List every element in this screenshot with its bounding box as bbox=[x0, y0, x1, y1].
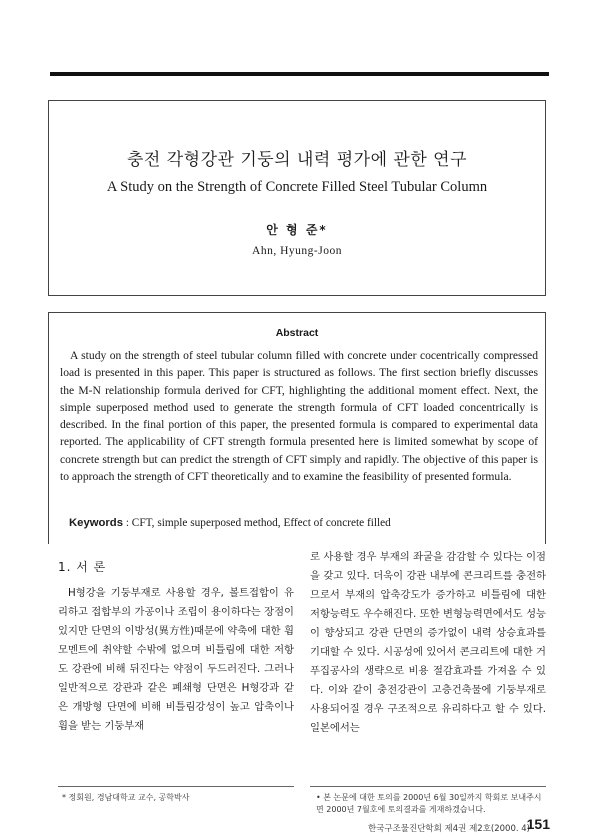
footnote-divider-right bbox=[310, 786, 546, 787]
keywords-label: Keywords bbox=[69, 517, 123, 529]
paper-title-english: A Study on the Strength of Concrete Filled Steel Tubular Column bbox=[106, 179, 488, 195]
title-box bbox=[48, 100, 546, 296]
footnote-author: * 정회원, 경남대학교 교수, 공학박사 bbox=[62, 793, 190, 802]
page-number: 151 bbox=[526, 816, 550, 832]
top-rule bbox=[50, 72, 549, 76]
keywords-line bbox=[69, 517, 391, 529]
abstract-body: A study on the strength of steel tubular column filled with concrete under cocentrically compressed load is presented in this paper. This paper is structured as follows. The first section briefly discusses the M-N relationship formula derived for CFT, highlighting the additional moment effect. Next, the simple superposed method used to generate the strength formula of CFT loaded concentrically is described. In the final portion of this paper, the presented formula is compared to experimental data reported. The applicability of CFT strength formula presented here is limited somewhat by scope of concrete strength but can predict the strength of CFT simply and rapidly. The objective of this paper is to approach the strength of CFT theoretically and to examine the feasibility of presented formula. bbox=[60, 349, 538, 484]
abstract-box bbox=[48, 312, 546, 544]
footnote-discussion: • 본 논문에 대한 토의를 2000년 6월 30일까지 학회로 보내주시면 2000년 7월호에 토의결과를 게재하겠습니다. bbox=[316, 793, 542, 814]
keywords-text: : CFT, simple superposed method, Effect of concrete filled bbox=[125, 517, 391, 529]
abstract-heading: Abstract bbox=[275, 327, 319, 339]
journal-citation: 한국구조물진단학회 제4권 제2호(2000. 4) bbox=[367, 824, 530, 834]
body-column-right: 로 사용할 경우 부재의 좌굴을 감감할 수 있다는 이점을 갖고 있다. 더욱이 강관 내부에 콘크리트를 충전하므로서 부재의 압축강도가 증가하고 비틀림에 대한 저항능력도 우수해진다. 또한 변형능력면에서도 성능이 향상되고 강관 단면의 증가없이 내력 상승효과를 기대할 수 있다. 시공성에 있어서 콘크리트에 대한 거푸집공사의 생략으로 비용 절감효과를 가져올 수 있다. 이와 같이 충전강관이 고층건축물에 기둥부재로 사용되어질 경우 구조적으로 유리하다고 할 수 있다. 일본에서는 bbox=[310, 551, 546, 734]
paper-title-korean: 충전 각형강관 기둥의 내력 평가에 관한 연구 bbox=[126, 150, 468, 170]
footnote-divider-left bbox=[58, 786, 294, 787]
author-name-korean: 안 형 준* bbox=[266, 223, 328, 237]
section-heading: 1. 서 론 bbox=[58, 560, 107, 574]
body-column-left: H형강을 기둥부재로 사용할 경우, 볼트접합이 유리하고 접합부의 가공이나 조립이 용이하다는 장점이 있지만 단면의 이방성(異方性)때문에 약축에 대한 휨모멘트에 취약할 수밖에 없으며 비틀림에 대한 저항도 강관에 비해 뒤진다는 약점이 두드러진다. 그러나 일반적으로 강관과 같은 폐쇄형 단면은 H형강과 같은 개방형 단면에 비해 비틀림강성이 높고 압축이나 휨을 받는 기둥부재 bbox=[58, 587, 294, 732]
author-name-english: Ahn, Hyung-Joon bbox=[252, 245, 342, 257]
